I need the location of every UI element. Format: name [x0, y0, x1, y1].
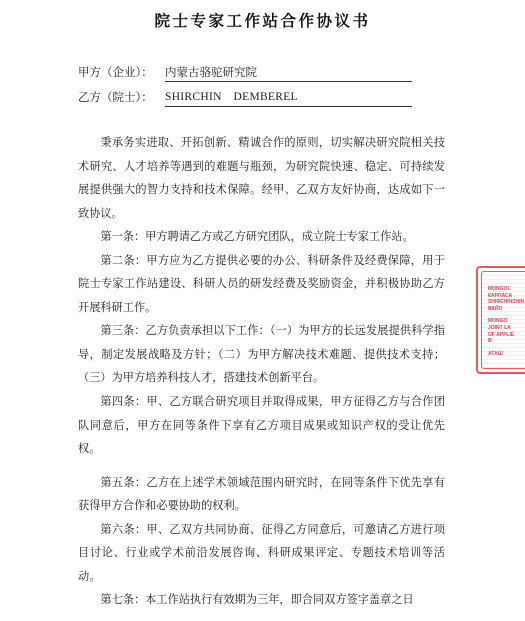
party-b-value: SHIRCHIN DEMBEREL [165, 88, 412, 107]
article-6: 第六条：甲、乙双方共同协商、征得乙方同意后，可邀请乙方进行项目讨论、行业或学术前沿发展咨询、科研成果评定、专题技术培训等活动。 [78, 522, 445, 583]
article-5: 第五条：乙方在上述学术领域范围内研究时，在同等条件下优先享有获得甲方合作和必要协助的权利。 [78, 475, 445, 513]
party-a-row [78, 63, 257, 83]
party-a-value: 内蒙古骆驼研究院 [165, 63, 412, 82]
seal-text: MONGOL КАРПАСА SHIRCHINSHIN ВАЙО MONGO JOINT LA OF APPLIE B АТАШ [481, 271, 525, 369]
article-4: 第四条：甲、乙方联合研究项目并取得成果，甲方征得乙方与合作团队同意后，甲方在同等条件下享有乙方项目成果或知识产权的受让优先权。 [78, 395, 445, 456]
party-b-row [78, 88, 298, 108]
article-7: 第七条：本工作站执行有效期为三年，即合同双方签字盖章之日 [100, 593, 414, 607]
intro-paragraph: 秉承务实进取、开拓创新、精诚合作的原则，切实解决研究院相关技术研究、人才培养等遇到的难题与瓶颈，为研究院快速、稳定、可持续发展提供强大的智力支持和技术保障。经甲、乙双方友好协商，达成如下一致协议。 [78, 136, 445, 220]
article-2: 第二条：甲方应为乙方提供必要的办公、科研条件及经费保障，用于院士专家工作站建设、科研人员的研发经费及奖励资金，并积极协助乙方开展科研工作。 [78, 253, 445, 314]
page-title: 院士专家工作站合作协议书 [154, 11, 371, 30]
article-3: 第三条：乙方负责承担以下工作：（一）为甲方的长远发展提供科学指导，制定发展战略及方针；（二）为甲方解决技术难题、提供技术支持；（三）为甲方培养科技人才，搭建技术创新平台。 [78, 324, 445, 385]
agreement-body [78, 131, 445, 612]
party-b-label: 乙方（院士）： [78, 90, 153, 104]
article-1: 第一条：甲方聘请乙方或乙方研究团队，成立院士专家工作站。 [100, 230, 414, 244]
party-a-label: 甲方（企业）： [78, 65, 153, 79]
official-seal-stamp [476, 266, 525, 374]
